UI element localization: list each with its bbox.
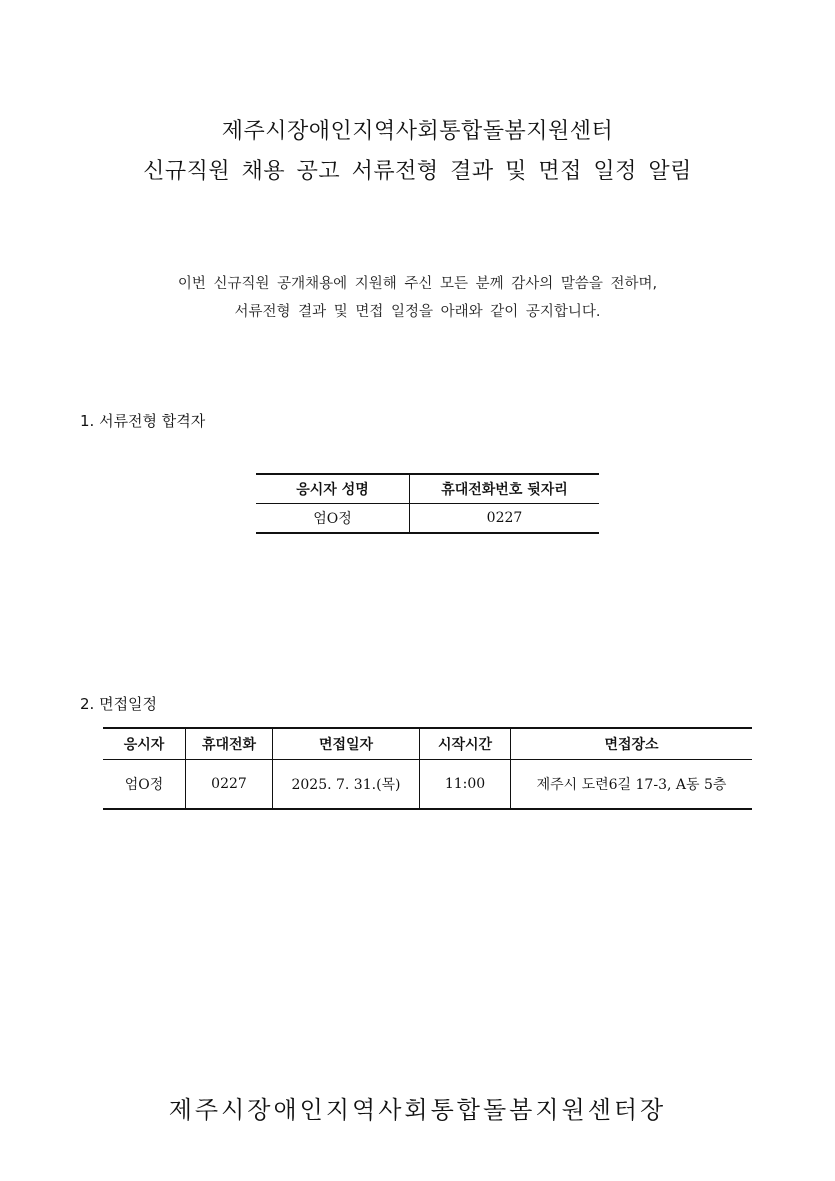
header-phone: 휴대전화 [186, 728, 273, 760]
interview-schedule-table [103, 727, 752, 810]
section-heading-document-pass: 1. 서류전형 합격자 [80, 412, 206, 430]
table-header-row [103, 728, 752, 760]
cell-phone: 0227 [186, 760, 273, 810]
intro-paragraph [0, 270, 835, 326]
table-header-row [256, 474, 599, 504]
table-row [256, 504, 599, 534]
header-interview-date: 면접일자 [273, 728, 420, 760]
document-title [0, 112, 835, 192]
cell-applicant-name: 엄O정 [256, 504, 410, 534]
intro-line-1: 이번 신규직원 공개채용에 지원해 주신 모든 분께 감사의 말씀을 전하며, [177, 276, 658, 292]
header-applicant-name: 응시자 성명 [256, 474, 410, 504]
cell-start-time: 11:00 [420, 760, 511, 810]
header-applicant: 응시자 [103, 728, 186, 760]
table-row [103, 760, 752, 810]
cell-phone-suffix: 0227 [486, 510, 523, 526]
intro-line-2: 서류전형 결과 및 면접 일정을 아래와 같이 공지합니다. [234, 304, 601, 320]
cell-applicant: 엄O정 [103, 760, 186, 810]
header-interview-location: 면접장소 [511, 728, 753, 760]
section-heading-interview-schedule: 2. 면접일정 [80, 695, 158, 713]
title-organization: 제주시장애인지역사회통합돌봄지원센터 [221, 119, 614, 144]
header-start-time: 시작시간 [420, 728, 511, 760]
signature-director: 제주시장애인지역사회통합돌봄지원센터장 [168, 1096, 667, 1124]
cell-interview-location: 제주시 도련6길 17-3, A동 5층 [536, 777, 727, 793]
header-phone-suffix: 휴대전화번호 뒷자리 [410, 474, 600, 504]
title-announcement: 신규직원 채용 공고 서류전형 결과 및 면접 일정 알림 [143, 159, 692, 184]
cell-interview-date: 2025. 7. 31.(목) [273, 760, 420, 810]
document-pass-table [256, 473, 599, 534]
